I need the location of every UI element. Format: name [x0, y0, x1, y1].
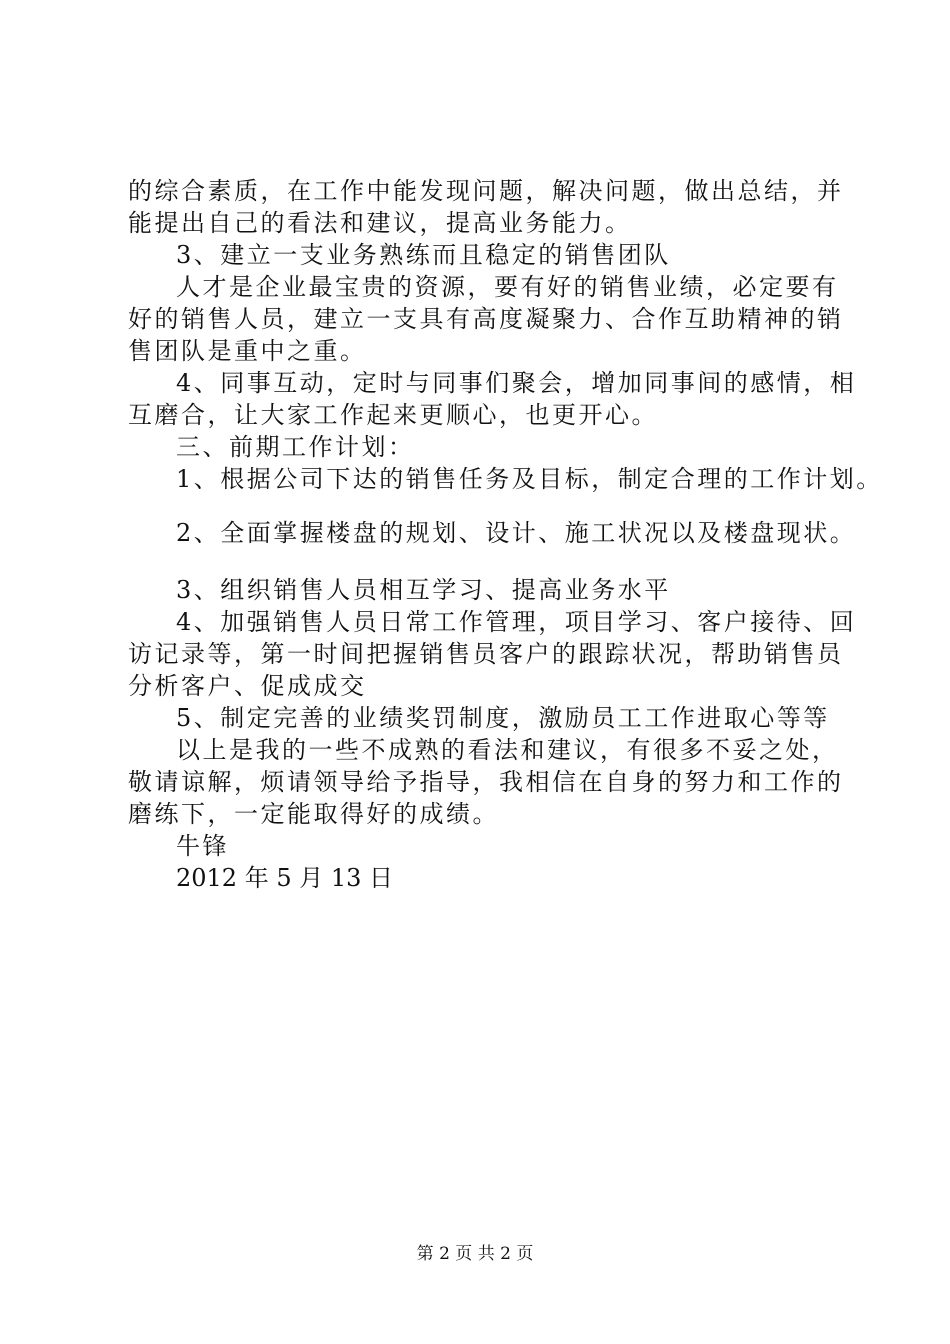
plan-item: 4、加强销售人员日常工作管理，项目学习、客户接待、回 [176, 608, 857, 636]
body-line: 磨练下，一定能取得好的成绩。 [128, 800, 499, 828]
plan-item: 3、组织销售人员相互学习、提高业务水平 [176, 576, 671, 604]
plan-item: 5、制定完善的业绩奖罚制度，激励员工工作进取心等等 [176, 704, 830, 732]
plan-item: 1、根据公司下达的销售任务及目标，制定合理的工作计划。 [176, 465, 883, 493]
body-line: 互磨合，让大家工作起来更顺心，也更开心。 [128, 401, 658, 429]
body-line: 人才是企业最宝贵的资源，要有好的销售业绩，必定要有 [176, 273, 839, 301]
body-line: 访记录等，第一时间把握销售员客户的跟踪状况，帮助销售员 [128, 640, 844, 668]
body-line: 能提出自己的看法和建议，提高业务能力。 [128, 209, 632, 237]
section-heading: 3、建立一支业务熟练而且稳定的销售团队 [176, 241, 671, 269]
plan-item: 2、全面掌握楼盘的规划、设计、施工状况以及楼盘现状。 [176, 519, 857, 547]
body-line: 分析客户、促成成交 [128, 672, 367, 700]
body-line: 好的销售人员，建立一支具有高度凝聚力、合作互助精神的销 [128, 305, 844, 333]
page-footer: 第 2 页 共 2 页 [416, 1244, 534, 1264]
section-heading: 三、前期工作计划： [176, 433, 415, 461]
body-line: 敬请谅解，烦请领导给予指导，我相信在自身的努力和工作的 [128, 768, 844, 796]
signature-name: 牛锋 [176, 832, 229, 860]
closing-paragraph: 以上是我的一些不成熟的看法和建议，有很多不妥之处， [176, 736, 839, 764]
body-line: 的综合素质，在工作中能发现问题，解决问题，做出总结，并 [128, 177, 844, 205]
signature-date: 2012 年 5 月 13 日 [176, 864, 394, 892]
section-heading: 4、同事互动，定时与同事们聚会，增加同事间的感情，相 [176, 369, 857, 397]
body-line: 售团队是重中之重。 [128, 337, 367, 365]
